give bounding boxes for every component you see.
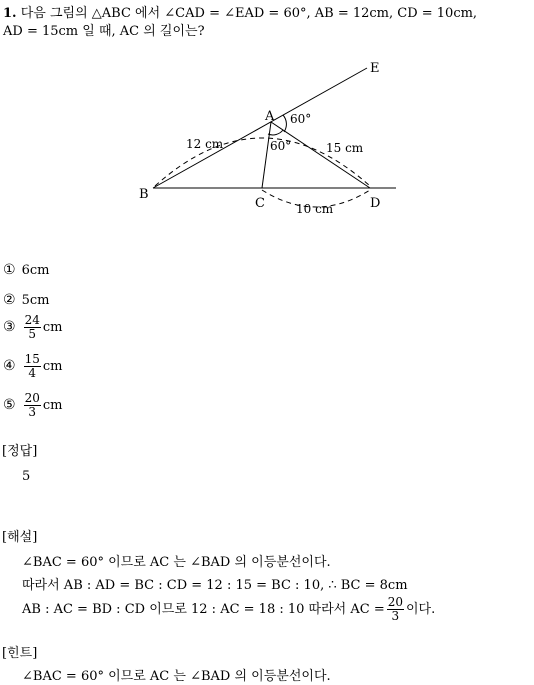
choice-4-mark: ④ (3, 358, 16, 374)
choice-5[interactable] (3, 392, 62, 419)
choice-2-mark: ② (3, 292, 16, 308)
label-c: C (255, 196, 265, 211)
question-line-1 (3, 6, 477, 22)
question-number: 1. (3, 6, 17, 21)
answer-value: 5 (22, 469, 31, 484)
choice-4[interactable] (3, 353, 62, 380)
angle-label-inner: 60° (270, 139, 292, 153)
explanation-line-1: ∠BAC = 60° 이므로 AC 는 ∠BAD 의 이등분선이다. (22, 555, 331, 570)
label-e: E (370, 61, 380, 76)
choice-5-unit: cm (42, 398, 63, 413)
explanation-header: [해설] (2, 530, 38, 545)
line-ac (262, 122, 271, 188)
question-text-1: 다음 그림의 △ABC 에서 ∠CAD = ∠EAD = 60°, AB = 12cm, CD = 10cm, (20, 6, 478, 21)
line-ad (271, 122, 370, 188)
line-be (153, 68, 367, 188)
answer-header: [정답] (2, 444, 38, 459)
explanation-line-3a: AB : AC = BD : CD 이므로 12 : AC = 18 : 10 따라서 AC = (22, 602, 385, 617)
choice-5-mark: ⑤ (3, 397, 16, 413)
explanation-line-3 (22, 596, 435, 623)
length-ab: 12 cm (186, 137, 224, 151)
label-d: D (370, 196, 381, 211)
explanation-line-3b: 이다. (406, 602, 436, 617)
question-text-2: AD = 15cm 일 때, AC 의 길이는? (3, 24, 205, 39)
hint-header: [힌트] (2, 646, 38, 661)
choice-4-unit: cm (42, 359, 63, 374)
choice-1-text: 6cm (21, 263, 50, 278)
choice-2-text: 5cm (21, 293, 50, 308)
choice-5-fraction: $\frac{20}{3}$ (24, 391, 40, 419)
choice-3-unit: cm (42, 320, 63, 335)
choice-3-mark: ③ (3, 319, 16, 335)
choice-1-mark: ① (3, 262, 16, 278)
explanation-fraction: $\frac{20}{3}$ (387, 595, 403, 623)
choice-2[interactable] (3, 292, 49, 309)
choice-1[interactable] (3, 262, 49, 279)
choice-3-fraction: $\frac{24}{5}$ (24, 313, 40, 341)
angle-label-top: 60° (290, 112, 312, 126)
angle-mark-ead (283, 115, 286, 132)
geometry-figure (0, 50, 534, 230)
choice-4-fraction: $\frac{15}{4}$ (24, 352, 40, 380)
hint-line-1: ∠BAC = 60° 이므로 AC 는 ∠BAD 의 이등분선이다. (22, 669, 331, 684)
label-a: A (265, 109, 275, 124)
length-ad: 15 cm (326, 141, 364, 155)
length-cd: 10 cm (296, 202, 334, 216)
label-b: B (139, 187, 149, 202)
choice-3[interactable] (3, 314, 62, 341)
explanation-line-2: 따라서 AB : AD = BC : CD = 12 : 15 = BC : 10, ∴ BC = 8cm (22, 578, 408, 593)
